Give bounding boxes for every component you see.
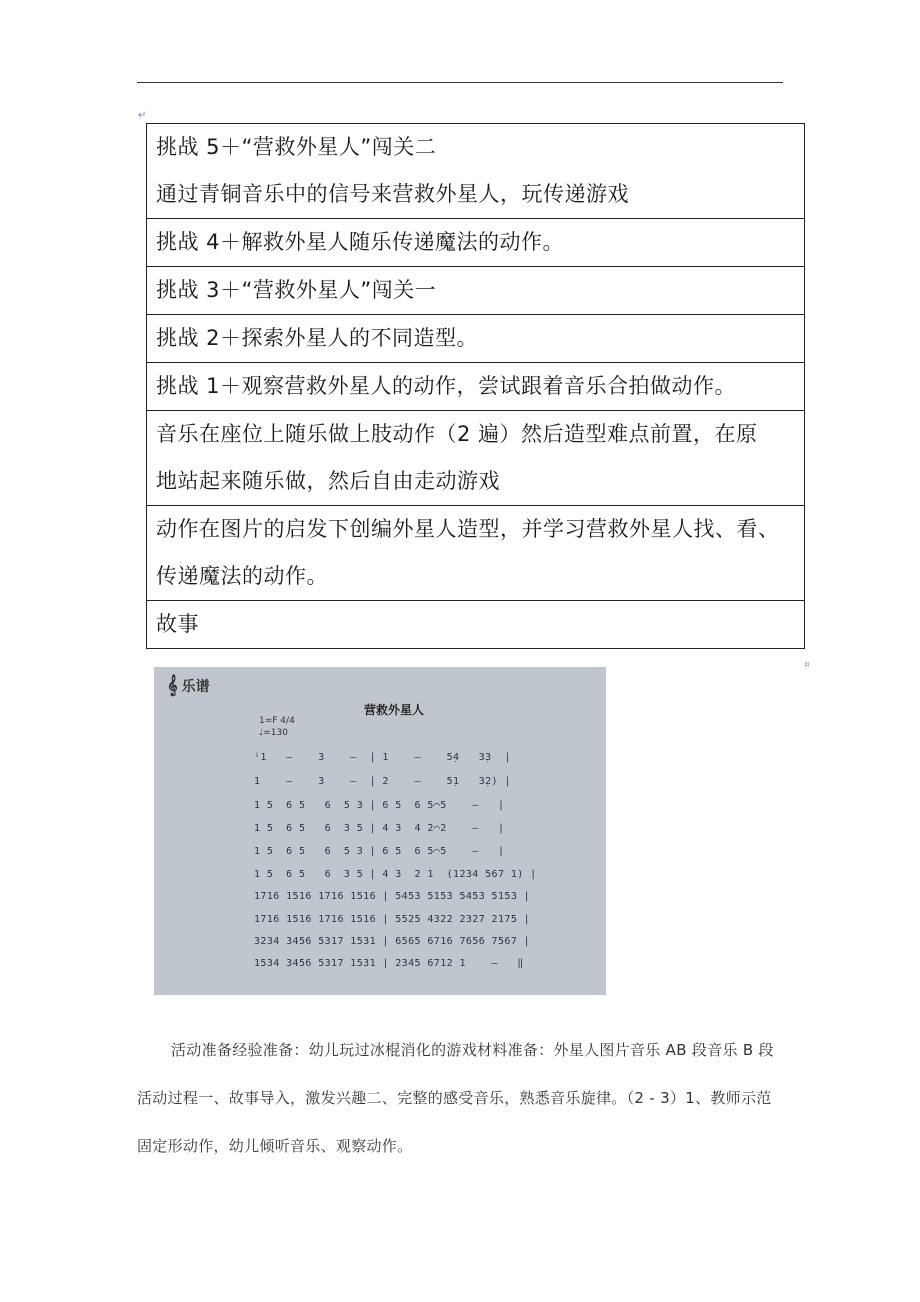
table-row [147, 411, 805, 506]
score-line: 1716 1516 1716 1516 | 5453 5153 5453 5153 | [254, 891, 531, 902]
table-row [147, 267, 805, 315]
cell-line: 传递魔法的动作。 [156, 564, 328, 588]
table-row [147, 124, 805, 219]
challenge-table [146, 123, 805, 649]
table-cell [147, 411, 805, 506]
table-row [147, 315, 805, 363]
table-cell: 挑战 1＋观察营救外星人的动作，尝试跟着音乐合拍做动作。 [147, 363, 805, 411]
cell-line: 挑战 5＋“营救外星人”闯关二 [156, 135, 437, 159]
score-line: 1534 3456 5317 1531 | 2345 6712 1 — ‖ [254, 958, 524, 969]
score-line: 1 — 3 — | 2 — 5̣1 3̣2) | [254, 776, 511, 787]
score-logo-text: 乐谱 [181, 679, 210, 695]
table-row [147, 363, 805, 411]
score-line: 1 5 6 5 6 3 5 | 4 3 2 1 (1234 567 1) | [254, 869, 537, 880]
cell-line: 动作在图片的启发下创编外星人造型，并学习营救外星人找、看、 [156, 517, 780, 541]
activity-paragraph: 活动准备经验准备：幼儿玩过冰棍消化的游戏材料准备：外星人图片音乐 AB 段音乐 B 段活动过程一、故事导入，激发兴趣二、完整的感受音乐，熟悉音乐旋律。（2 - 3）1、教师示范固定形动作，幼儿倾听音乐、观察动作。 [137, 1041, 774, 1155]
score-line: 1 5 6 5 6 5 3 | 6 5 6 5⌒5 — | [254, 800, 505, 811]
score-line: 3234 3456 5317 1531 | 6565 6716 7656 7567 | [254, 936, 531, 947]
score-line: 1716 1516 1716 1516 | 5525 4322 2327 2175 | [254, 914, 531, 925]
cell-line: 音乐在座位上随乐做上肢动作（2 遍）然后造型难点前置，在原 [156, 422, 758, 446]
table-cell: 故事 [147, 601, 805, 649]
score-tempo: ♩=130 [259, 728, 288, 738]
score-line: 1 5 6 5 6 3 5 | 4 3 4 2⌒2 — | [254, 823, 505, 834]
cell-line: 通过青铜音乐中的信号来营救外星人，玩传递游戏 [156, 182, 629, 206]
score-logo [167, 675, 210, 696]
score-line: ⁱ1 — 3 — | 1 — 5̣4 3̣3 | [254, 752, 511, 763]
music-score-image [154, 667, 606, 995]
score-line: 1 5 6 5 6 5 3 | 6 5 6 5⌒5 — | [254, 846, 505, 857]
table-cell: 挑战 2＋探索外星人的不同造型。 [147, 315, 805, 363]
cell-line: 地站起来随乐做，然后自由走动游戏 [156, 469, 500, 493]
score-meter [259, 715, 295, 739]
table-cell [147, 506, 805, 601]
score-key: 1=F 4/4 [259, 716, 295, 726]
table-row [147, 219, 805, 267]
music-note-icon: 𝄞 [167, 675, 178, 696]
table-row [147, 601, 805, 649]
score-title: 营救外星人 [364, 703, 425, 717]
paragraph-mark-icon: ↵ [138, 110, 147, 121]
cell-end-mark-icon: ¤ [804, 660, 810, 670]
header-rule [137, 82, 783, 83]
table-cell [147, 124, 805, 219]
table-row [147, 506, 805, 601]
table-cell: 挑战 4＋解救外星人随乐传递魔法的动作。 [147, 219, 805, 267]
table-cell: 挑战 3＋“营救外星人”闯关一 [147, 267, 805, 315]
